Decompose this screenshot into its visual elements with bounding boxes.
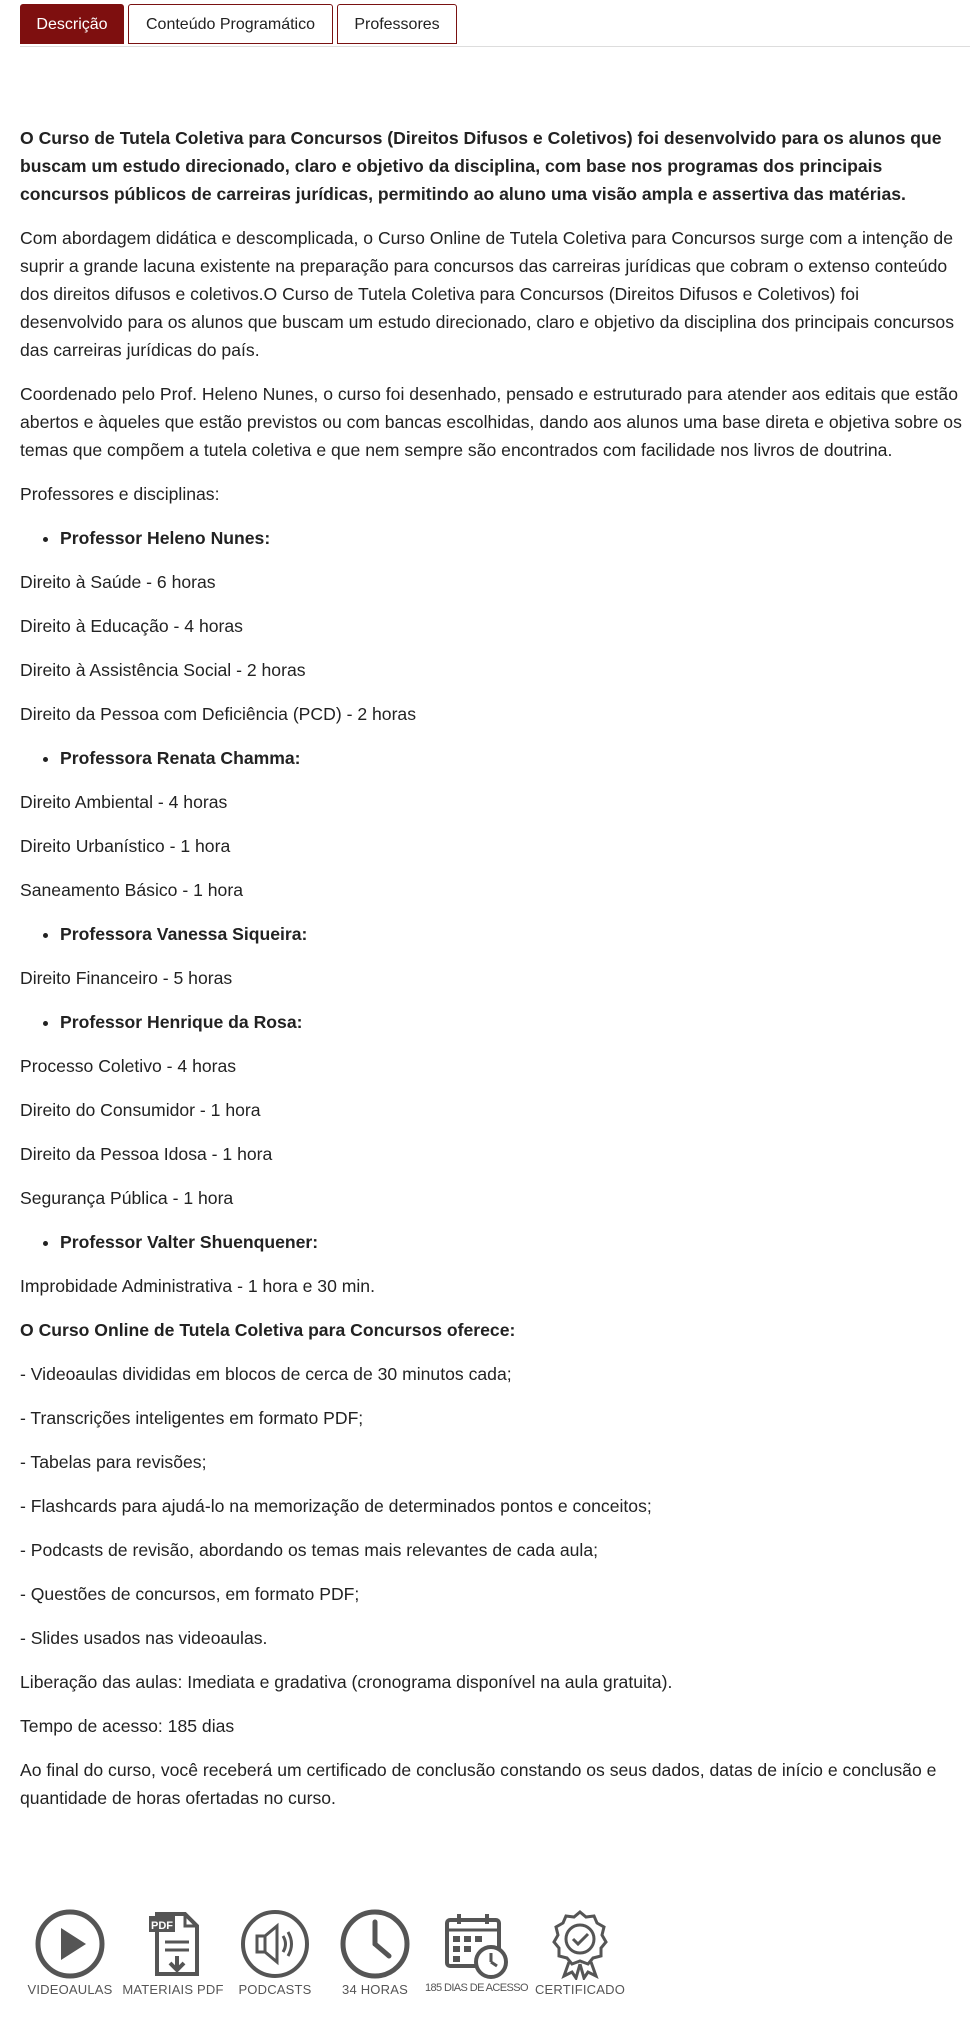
offers-title: O Curso Online de Tutela Coletiva para Concursos oferece: [20,1320,516,1340]
subject-item: Segurança Pública - 1 hora [20,1188,234,1208]
subject-item: Direito Ambiental - 4 horas [20,792,228,812]
feature-videoaulas [20,1908,120,1997]
offer-item: - Questões de concursos, em formato PDF; [20,1584,360,1604]
podcast-icon [239,1908,311,1980]
calendar-clock-icon [439,1908,511,1980]
tab-professores[interactable]: Professores [337,4,457,44]
feature-label: 34 HORAS [342,1982,408,1997]
offer-item: - Slides usados nas videoaulas. [20,1628,268,1648]
pdf-document-icon [137,1908,209,1980]
subject-item: Direito Financeiro - 5 horas [20,968,233,988]
subject-item: Improbidade Administrativa - 1 hora e 30 min. [20,1276,375,1296]
professor-list [20,1008,965,1036]
course-features [20,1908,970,2018]
subject-item: Direito da Pessoa com Deficiência (PCD) - 2 horas [20,704,417,724]
subject-item: Direito à Saúde - 6 horas [20,572,216,592]
feature-materiais-pdf [118,1908,228,1997]
feature-dias-acesso [425,1908,528,1994]
pdf-badge: PDF [151,1920,173,1932]
offer-item: - Transcrições inteligentes em formato PDF; [20,1408,364,1428]
professor-list [20,524,965,552]
feature-label: 185 DIAS DE ACESSO [425,1982,528,1994]
professor-name: • Professora Renata Chamma: [60,744,965,772]
tab-conteudo-programatico[interactable]: Conteúdo Programático [128,4,333,44]
professors-intro: Professores e disciplinas: [20,484,220,504]
subject-item: Direito Urbanístico - 1 hora [20,836,231,856]
offer-item: - Flashcards para ajudá-lo na memorização de determinados pontos e conceitos; [20,1496,652,1516]
release-info: Liberação das aulas: Imediata e gradativa (cronograma disponível na aula gratuita). [20,1672,673,1692]
offer-item: - Podcasts de revisão, abordando os temas mais relevantes de cada aula; [20,1540,598,1560]
description-content [20,124,965,1828]
subject-item: Direito do Consumidor - 1 hora [20,1100,261,1120]
coordination-paragraph: Coordenado pelo Prof. Heleno Nunes, o curso foi desenhado, pensado e estruturado para atender aos editais que estão abertos e àqueles que estão previstos ou com bancas escolhidas, dando aos alunos uma base direta e objetiva sobre os temas que compõem a tutela coletiva e que nem sempre são encontrados com facilidade nos livros de doutrina. [20,384,962,460]
feature-podcasts [230,1908,320,1997]
professor-name: • Professor Heleno Nunes: [60,524,965,552]
subject-item: Direito à Assistência Social - 2 horas [20,660,306,680]
subject-item: Processo Coletivo - 4 horas [20,1056,237,1076]
feature-certificado [530,1908,630,1997]
intro-paragraph: Com abordagem didática e descomplicada, o Curso Online de Tutela Coletiva para Concursos surge com a intenção de suprir a grande lacuna existente na preparação para concursos das carreiras jurídicas que cobram o extenso conteúdo dos direitos difusos e coletivos.O Curso de Tutela Coletiva para Concursos (Direitos Difusos e Coletivos) foi desenvolvido para os alunos que buscam um estudo direcionado, claro e objetivo da disciplina dos principais concursos das carreiras jurídicas do país. [20,228,954,360]
feature-horas [330,1908,420,1997]
certificate-info: Ao final do curso, você receberá um certificado de conclusão constando os seus dados, datas de início e conclusão e quantidade de horas ofertadas no curso. [20,1760,937,1808]
subject-item: Direito da Pessoa Idosa - 1 hora [20,1144,273,1164]
tab-bar [20,0,970,47]
subject-item: Saneamento Básico - 1 hora [20,880,243,900]
professor-list [20,744,965,772]
feature-label: CERTIFICADO [534,1982,626,1997]
play-circle-icon [34,1908,106,1980]
tab-descricao[interactable]: Descrição [20,4,124,44]
access-time: Tempo de acesso: 185 dias [20,1716,235,1736]
feature-label: MATERIAIS PDF [122,1982,224,1997]
certificate-badge-icon [544,1908,616,1980]
feature-label: PODCASTS [238,1982,312,1997]
lead-paragraph: O Curso de Tutela Coletiva para Concursos (Direitos Difusos e Coletivos) foi desenvolvido para os alunos que buscam um estudo direcionado, claro e objetivo da disciplina, com base nos programas dos principais concursos públicos de carreiras jurídicas, permitindo ao aluno uma visão ampla e assertiva das matérias. [20,128,942,204]
offer-item: - Tabelas para revisões; [20,1452,207,1472]
feature-label: VIDEOAULAS [27,1982,113,1997]
professor-list [20,920,965,948]
offer-item: - Videoaulas divididas em blocos de cerca de 30 minutos cada; [20,1364,512,1384]
clock-icon [339,1908,411,1980]
professor-name: • Professor Henrique da Rosa: [60,1008,965,1036]
professor-name: • Professor Valter Shuenquener: [60,1228,965,1256]
subject-item: Direito à Educação - 4 horas [20,616,243,636]
professor-name: • Professora Vanessa Siqueira: [60,920,965,948]
professor-list [20,1228,965,1256]
